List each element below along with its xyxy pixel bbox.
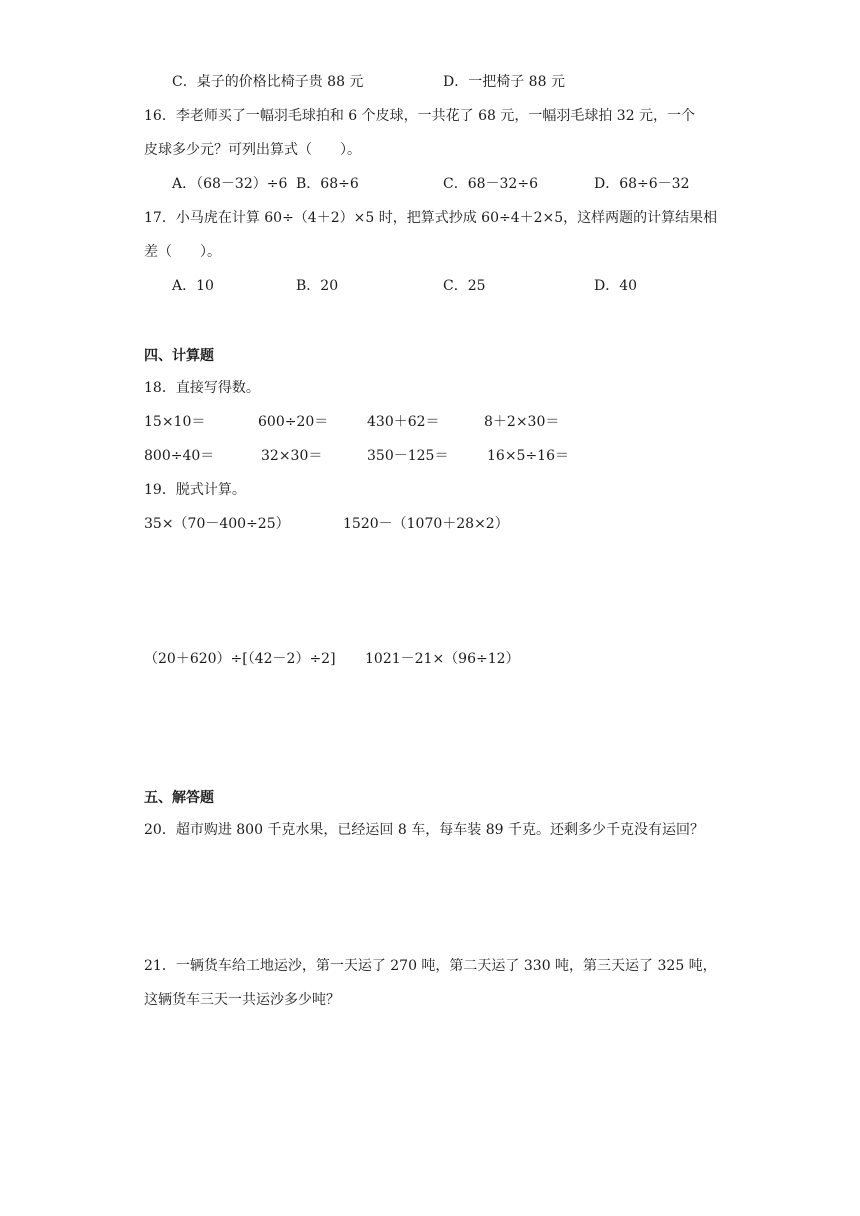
q18-item-1: 15×10＝ <box>144 414 206 430</box>
q21-text-line1: 21．一辆货车给工地运沙，第一天运了 270 吨，第二天运了 330 吨，第三天运了 325 吨， <box>144 958 717 974</box>
q18-item-6: 32×30＝ <box>261 448 323 464</box>
q21-text-line2: 这辆货车三天一共运沙多少吨？ <box>144 992 340 1008</box>
q16-option-a: A．（68－32）÷6 <box>172 176 288 192</box>
section-5-title: 五、解答题 <box>144 790 214 806</box>
q16-option-b: B．68÷6 <box>296 176 359 192</box>
q19-item-4: 1021－21×（96÷12） <box>365 651 520 667</box>
section-4-title: 四、计算题 <box>144 348 214 364</box>
q18-item-4: 8＋2×30＝ <box>484 414 560 430</box>
q16-option-d: D．68÷6－32 <box>594 176 690 192</box>
q17-option-c: C．25 <box>443 278 486 294</box>
q17-option-b: B．20 <box>296 278 339 294</box>
q15-option-c: C．桌子的价格比椅子贵 88 元 <box>172 74 364 90</box>
q18-item-2: 600÷20＝ <box>258 414 329 430</box>
q18-item-7: 350－125＝ <box>367 448 449 464</box>
q15-option-d: D．一把椅子 88 元 <box>443 74 565 90</box>
q18-item-8: 16×5÷16＝ <box>487 448 569 464</box>
q19-item-1: 35×（70－400÷25） <box>144 516 290 532</box>
q17-text-line1: 17．小马虎在计算 60÷（4＋2）×5 时，把算式抄成 60÷4＋2×5，这样两题的计算结果相 <box>144 210 718 226</box>
q19-prompt: 19．脱式计算。 <box>144 482 246 498</box>
q18-prompt: 18．直接写得数。 <box>144 380 260 396</box>
q16-text-line2: 皮球多少元？可列出算式（ ）。 <box>144 142 361 158</box>
q19-item-3: （20＋620）÷[（42－2）÷2] <box>144 651 336 667</box>
q19-item-2: 1520－（1070＋28×2） <box>343 516 509 532</box>
q17-text-line2: 差（ ）。 <box>144 244 221 260</box>
q16-option-c: C．68－32÷6 <box>443 176 538 192</box>
q16-text-line1: 16．李老师买了一幅羽毛球拍和 6 个皮球，一共花了 68 元，一幅羽毛球拍 32 元，一个 <box>144 108 696 124</box>
q18-item-3: 430＋62＝ <box>367 414 440 430</box>
q20-text: 20．超市购进 800 千克水果，已经运回 8 车，每车装 89 千克。还剩多少千克没有运回？ <box>144 822 704 838</box>
q18-item-5: 800÷40＝ <box>144 448 215 464</box>
q17-option-d: D．40 <box>594 278 638 294</box>
q17-option-a: A．10 <box>172 278 214 294</box>
